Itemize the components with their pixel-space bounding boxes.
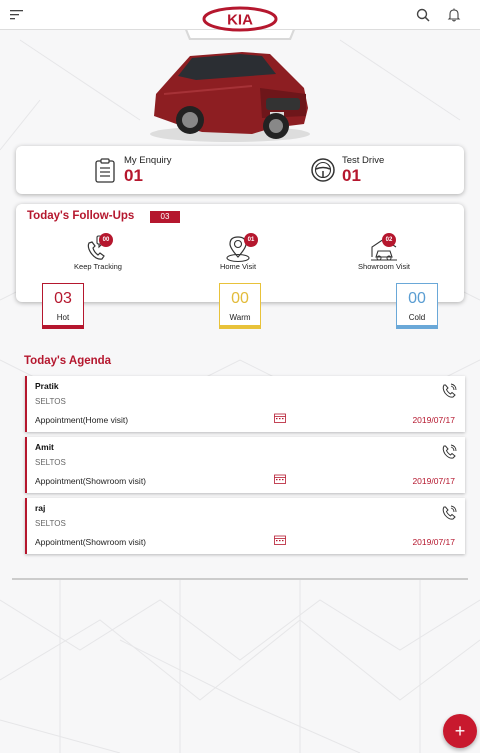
agenda-car-model: SELTOS bbox=[35, 397, 66, 406]
home-visit-item[interactable] bbox=[188, 233, 288, 273]
agenda-date: 2019/07/17 bbox=[412, 537, 455, 547]
warm-count: 00 bbox=[231, 290, 249, 307]
home-visit-badge: 01 bbox=[244, 233, 258, 247]
agenda-date: 2019/07/17 bbox=[412, 476, 455, 486]
cold-count: 00 bbox=[408, 290, 426, 307]
stats-card bbox=[16, 146, 464, 194]
calendar-icon bbox=[274, 535, 286, 545]
hot-leads-box[interactable] bbox=[42, 283, 84, 329]
keep-tracking-badge: 00 bbox=[99, 233, 113, 247]
agenda-customer-name: Amit bbox=[35, 442, 54, 452]
add-button[interactable]: + bbox=[443, 714, 477, 748]
agenda-appointment-type: Appointment(Showroom visit) bbox=[35, 476, 147, 486]
home-visit-label: Home Visit bbox=[219, 262, 257, 271]
keep-tracking-item[interactable] bbox=[48, 233, 148, 273]
warm-leads-box[interactable] bbox=[219, 283, 261, 329]
clipboard-icon bbox=[92, 157, 118, 183]
svg-text:KIA: KIA bbox=[227, 11, 253, 29]
showroom-visit-badge: 02 bbox=[382, 233, 396, 247]
agenda-car-model: SELTOS bbox=[35, 519, 66, 528]
follow-ups-title: Today's Follow-Ups bbox=[27, 210, 135, 222]
agenda-customer-name: raj bbox=[35, 503, 46, 513]
agenda-item[interactable] bbox=[25, 376, 465, 432]
cold-leads-box[interactable] bbox=[396, 283, 438, 329]
agenda-date: 2019/07/17 bbox=[412, 415, 455, 425]
calendar-icon bbox=[274, 474, 286, 484]
hot-count: 03 bbox=[54, 290, 72, 307]
test-drive-label: Test Drive bbox=[342, 155, 385, 166]
calendar-icon bbox=[274, 413, 286, 423]
hot-label: Hot bbox=[56, 313, 70, 322]
agenda-item[interactable] bbox=[25, 498, 465, 554]
agenda-customer-name: Pratik bbox=[35, 381, 59, 391]
divider bbox=[12, 578, 468, 580]
test-drive-stat[interactable] bbox=[310, 146, 384, 194]
search-icon[interactable] bbox=[416, 8, 430, 22]
agenda-title: Today's Agenda bbox=[24, 355, 112, 367]
kia-logo bbox=[202, 6, 278, 32]
follow-ups-count-badge: 03 bbox=[150, 211, 180, 223]
test-drive-count: 01 bbox=[342, 166, 361, 185]
my-enquiry-stat[interactable] bbox=[92, 146, 172, 194]
phone-call-icon[interactable] bbox=[441, 444, 457, 460]
phone-call-icon[interactable] bbox=[441, 505, 457, 521]
bell-icon[interactable] bbox=[447, 8, 461, 22]
car-image bbox=[142, 46, 312, 144]
steering-wheel-icon bbox=[310, 157, 336, 183]
agenda-appointment-type: Appointment(Showroom visit) bbox=[35, 537, 147, 547]
warm-label: Warm bbox=[229, 313, 251, 322]
showroom-visit-label: Showroom Visit bbox=[358, 262, 410, 271]
enquiry-label: My Enquiry bbox=[124, 155, 172, 166]
agenda-appointment-type: Appointment(Home visit) bbox=[35, 415, 129, 425]
showroom-visit-item[interactable] bbox=[334, 233, 434, 273]
keep-tracking-label: Keep Tracking bbox=[74, 262, 122, 271]
agenda-item[interactable] bbox=[25, 437, 465, 493]
agenda-car-model: SELTOS bbox=[35, 458, 66, 467]
enquiry-count: 01 bbox=[124, 166, 143, 185]
cold-label: Cold bbox=[408, 313, 426, 322]
phone-call-icon[interactable] bbox=[441, 383, 457, 399]
menu-icon[interactable] bbox=[10, 9, 24, 21]
